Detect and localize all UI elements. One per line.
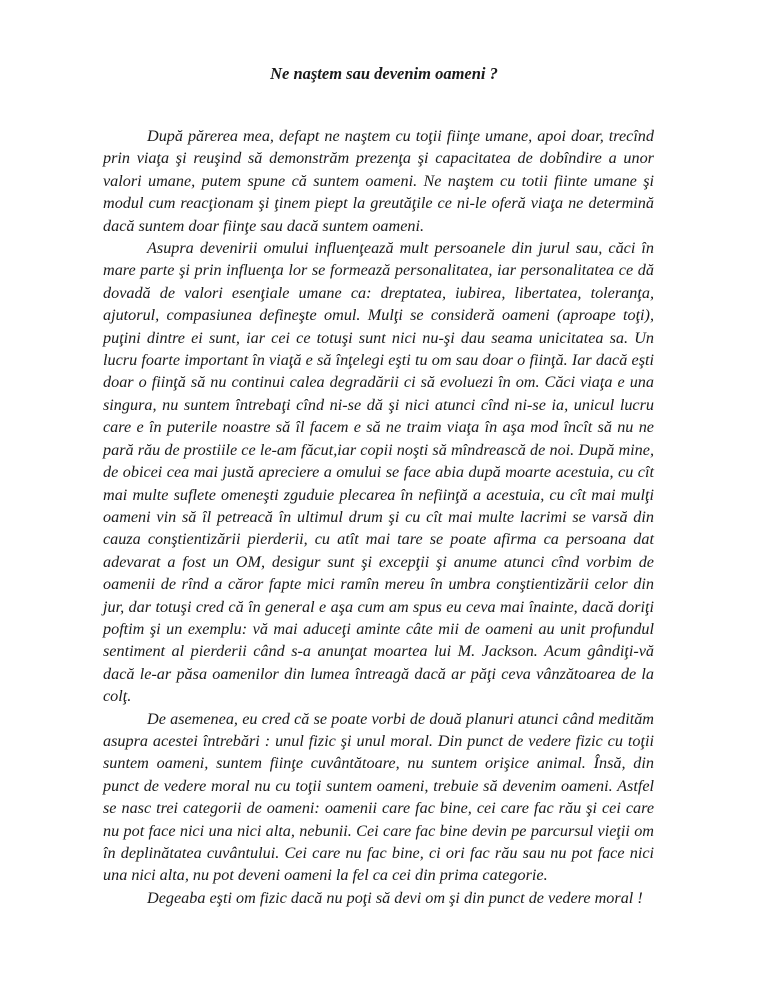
paragraph-1: După părerea mea, defapt ne naştem cu toţii fiinţe umane, apoi doar, trecînd prin viaţa şi reuşind să demonstrăm prezenţa şi capacitatea de dobîndire a unor valori umane, putem spune că suntem oameni. Ne naştem cu totii fiinte umane şi modul cum reacţionam şi ţinem piept la greutăţile ce ni-le oferă viaţa ne determină dacă suntem doar fiinţe sau dacă suntem oameni. bbox=[103, 127, 654, 235]
paragraph-4: Degeaba eşti om fizic dacă nu poţi să devi om şi din punct de vedere moral ! bbox=[147, 888, 643, 907]
document-body bbox=[103, 125, 654, 909]
paragraph-2: Asupra devenirii omului influenţează mult persoanele din jurul sau, căci în mare parte şi prin influenţa lor se formează personalitatea, iar personalitatea ce dă dovadă de valori esenţiale umane ca: dreptatea, iubirea, libertatea, toleranţa, ajutorul, compasiunea defineşte omul. Mulţi se consideră oameni (aproape toţi), puţini dintre ei sunt, iar cei ce totuşi sunt nici nu-şi dau seama unicitatea sa. Un lucru foarte important în viaţă e să înţelegi eşti tu om sau doar o fiinţă. Iar dacă eşti doar o fiinţă să nu continui calea degradării ci să evoluezi în om. Căci viaţa e una singura, nu suntem întrebaţi cînd ni-se dă şi nici atunci cînd ni-se ia, unicul lucru care e în puterile noastre să îl facem e să ne traim viaţa în aşa mod încît să nu ne pară rău de prostiile ce le-am făcut,iar copii noşti să mîndrească de noi. După mine, de obicei cea mai justă apreciere a omului se face abia după moarte acestuia, cu cît mai multe suflete omeneşti zguduie plecarea în nefiinţă a acestuia, cu cît mai mulţi oameni vin să îl petreacă în ultimul drum şi cu cît mai multe lacrimi se varsă din cauza conştientizării pierderii, cu atît mai tare se poate afirma ca persoana dat adevarat a fost un OM, desigur sunt şi excepţii şi anume atunci cînd vorbim de oamenii de rînd a căror fapte mici ramîn mereu în umbra conştientizării celor din jur, dar totuşi cred că în general e aşa cum am spus eu ceva mai înainte, dacă doriţi poftim şi un exemplu: vă mai aduceţi aminte câte mii de oameni au unit profundul sentiment al pierderii când s-a anunţat moartea lui M. Jackson. Acum gândiţi-vă dacă le-ar păsa oamenilor din lumea întreagă dacă ar păţi ceva vânzătoarea de la colţ. bbox=[103, 239, 654, 706]
document-title: Ne naştem sau devenim oameni ? bbox=[270, 64, 498, 83]
paragraph-3: De asemenea, eu cred că se poate vorbi de două planuri atunci când medităm asupra acestei întrebări : unul fizic şi unul moral. Din punct de vedere fizic cu toţii suntem oameni, suntem fiinţe cuvântătoare, nu suntem orişice animal. Însă, din punct de vedere moral nu cu toţii suntem oameni, trebuie să devenim oameni. Astfel se nasc trei categorii de oameni: oamenii care fac bine, cei care fac rău şi cei care nu pot face nici una nici alta, nebunii. Cei care fac bine devin pe parcursul vieţii om în deplinătatea cuvântului. Cei care nu fac bine, ci ori fac rău sau nu pot face nici una nici alta, nu pot deveni oameni la fel ca cei din prima categorie. bbox=[103, 709, 654, 885]
